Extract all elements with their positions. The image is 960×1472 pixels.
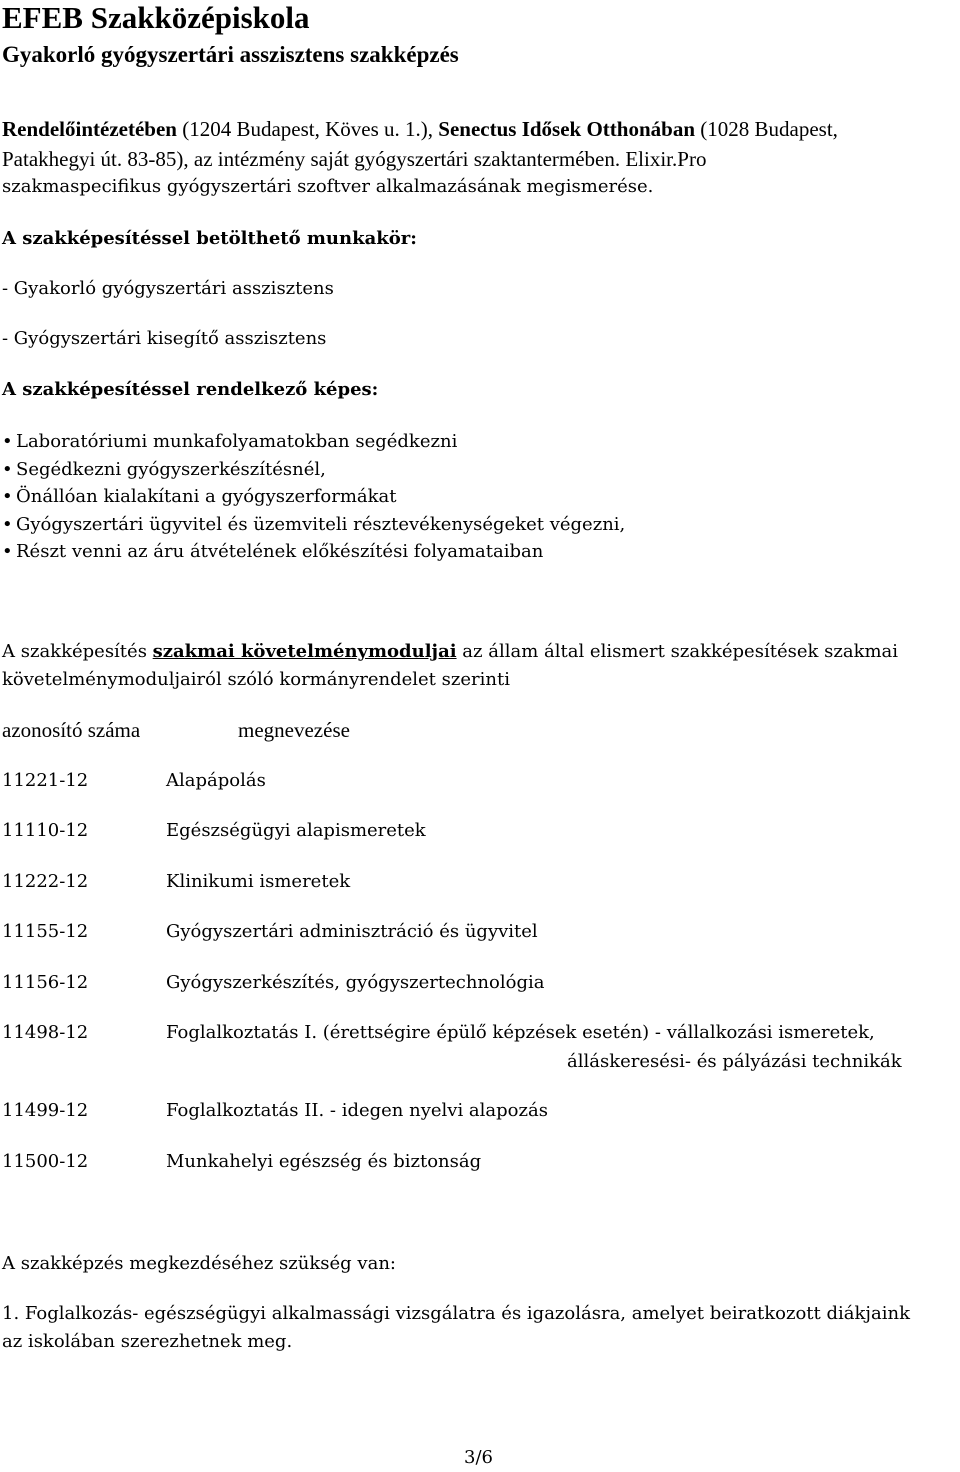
column-header-id: azonosító száma (2, 718, 141, 742)
module-code: 11500-12 (2, 1151, 89, 1172)
module-name: Foglalkoztatás II. - idegen nyelvi alapozás (166, 1100, 548, 1121)
requirements-heading: A szakképzés megkezdéséhez szükség van: (2, 1253, 396, 1274)
job-item: - Gyakorló gyógyszertári asszisztens (2, 278, 334, 299)
module-name-continued: álláskeresési- és pályázási technikák (567, 1051, 902, 1072)
location-line-2: Patakhegyi út. 83-85), az intézmény saját gyógyszertári szaktantermében. Elixir.Pro (2, 147, 707, 171)
module-name: Foglalkoztatás I. (érettségire épülő képzések esetén) - vállalkozási ismeretek, (166, 1022, 875, 1043)
module-code: 11155-12 (2, 921, 89, 942)
abilities-list (2, 428, 625, 566)
location-line-1 (2, 115, 838, 145)
location-address-1: (1204 Budapest, Köves u. 1.), (176, 117, 439, 141)
modules-intro-pre: A szakképesítés (2, 641, 153, 662)
location-place-2: Senectus Idősek Otthonában (438, 117, 696, 141)
module-name: Gyógyszerkészítés, gyógyszertechnológia (166, 972, 545, 993)
list-item: • Segédkezni gyógyszerkészítésnél, (2, 456, 625, 484)
list-item: • Részt venni az áru átvételének előkészítési folyamataiban (2, 538, 625, 566)
column-header-name: megnevezése (238, 718, 350, 742)
modules-intro-post: az állam által elismert szakképesítések szakmai (456, 641, 899, 662)
page-number: 3/6 (464, 1447, 493, 1468)
requirement-item-line-2: az iskolában szerezhetnek meg. (2, 1331, 293, 1352)
location-paragraph (2, 115, 838, 201)
module-name: Munkahelyi egészség és biztonság (166, 1151, 482, 1172)
location-line-3: szakmaspecifikus gyógyszertári szoftver alkalmazásának megismerése. (2, 176, 654, 197)
location-address-2: (1028 Budapest, (695, 117, 838, 141)
course-title: Gyakorló gyógyszertári asszisztens szakképzés (2, 42, 459, 67)
module-name: Egészségügyi alapismeretek (166, 820, 426, 841)
module-code: 11498-12 (2, 1022, 89, 1043)
modules-intro (2, 638, 898, 694)
modules-intro-bold: szakmai követelménymoduljai (152, 641, 457, 662)
abilities-heading: A szakképesítéssel rendelkező képes: (2, 379, 379, 400)
module-code: 11221-12 (2, 770, 89, 791)
module-code: 11110-12 (2, 820, 89, 841)
job-item: - Gyógyszertári kisegítő asszisztens (2, 328, 327, 349)
modules-intro-line-2: követelménymoduljairól szóló kormányrendelet szerinti (2, 669, 510, 690)
list-item: • Laboratóriumi munkafolyamatokban segédkezni (2, 428, 625, 456)
module-code: 11156-12 (2, 972, 89, 993)
module-name: Gyógyszertári adminisztráció és ügyvitel (166, 921, 538, 942)
list-item: • Önállóan kialakítani a gyógyszerformákat (2, 483, 625, 511)
list-item: • Gyógyszertári ügyvitel és üzemviteli résztevékenységeket végezni, (2, 511, 625, 539)
module-code: 11499-12 (2, 1100, 89, 1121)
module-name: Alapápolás (166, 770, 266, 791)
modules-intro-line-1 (2, 638, 898, 666)
jobs-heading: A szakképesítéssel betölthető munkakör: (2, 228, 417, 249)
school-title: EFEB Szakközépiskola (2, 0, 310, 35)
requirement-item-line-1: 1. Foglalkozás- egészségügyi alkalmassági vizsgálatra és igazolásra, amelyet beiratkozott diákjaink (2, 1303, 910, 1324)
module-code: 11222-12 (2, 871, 89, 892)
module-name: Klinikumi ismeretek (166, 871, 351, 892)
location-place-1: Rendelőintézetében (2, 117, 177, 141)
